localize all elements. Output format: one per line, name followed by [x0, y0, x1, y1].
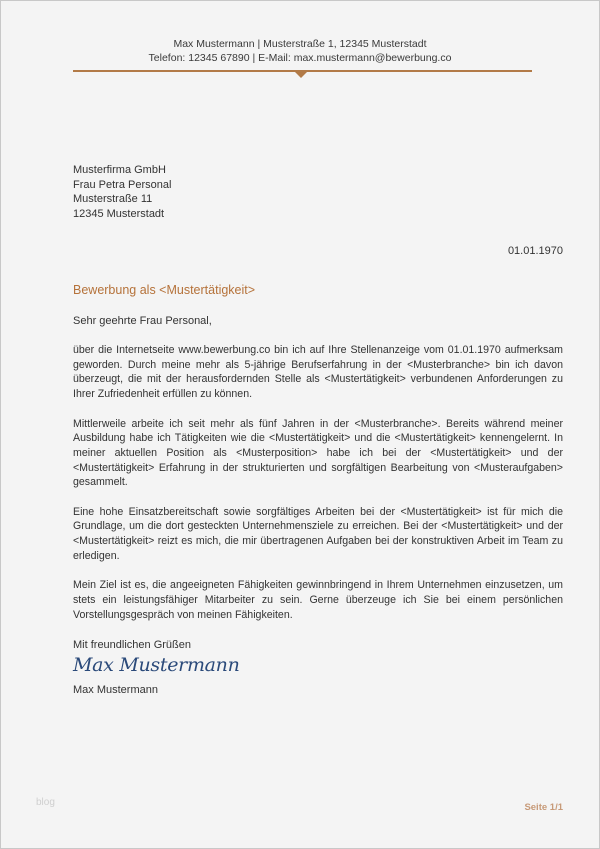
letter-body	[73, 343, 563, 637]
page-number: Seite 1/1	[524, 802, 563, 813]
body-paragraph: Mein Ziel ist es, die angeeigneten Fähigkeiten gewinnbringend in Ihrem Unternehmen einzusetzen, um stets ein leistungsfähiger Mitarbeiter zu sein. Gerne überzeuge ich Sie bei einem persönlichen Vorstellungsgespräch von meinen Fähigkeiten.	[73, 579, 563, 621]
printed-name: Max Mustermann	[73, 684, 158, 696]
watermark: blog	[36, 797, 55, 808]
handwritten-signature: Max Mustermann	[73, 654, 240, 676]
body-paragraph: Mittlerweile arbeite ich seit mehr als fünf Jahren in der <Musterbranche>. Bereits während meiner Ausbildung habe ich Tätigkeiten wie die <Mustertätigkeit> und die <Mustertätigkeit> kennengelernt. In meiner aktuellen Position als <Musterposition> habe ich bei der <Mustertätigkeit> und der <Mustertätigkeit> Erfahrung in der strukturierten und sorgfältigen Bearbeitung von <Musteraufgaben> gesammelt.	[73, 417, 563, 489]
recipient-address	[73, 163, 171, 221]
sender-header	[1, 37, 599, 65]
recipient-company: Musterfirma GmbH	[73, 164, 166, 176]
letter-date: 01.01.1970	[507, 245, 563, 257]
body-paragraph: Eine hohe Einsatzbereitschaft sowie sorgfältiges Arbeiten bei der <Mustertätigkeit> ist für mich die Grundlage, um die dort gesteckten Unternehmensziele zu erreichen. Bei der <Mustertätigkeit> und der <Mustertätigkeit> reizt es mich, die mir übertragenen Aufgaben bei der konstruktiven Arbeit im Team zu erledigen.	[73, 505, 563, 562]
body-paragraph: über die Internetseite www.bewerbung.co bin ich auf Ihre Stellenanzeige vom 01.01.1970 aufmerksam geworden. Durch meine mehr als 5-jährige Berufserfahrung in der <Musterbranche> bin ich davon überzeugt, die mit der herausfordernden Stelle als <Mustertätigkeit> verbundenen Anforderungen zu Ihrer Zufriedenheit erfüllen zu können.	[73, 344, 563, 401]
sender-name-address: Max Mustermann | Musterstraße 1, 12345 Musterstadt	[173, 38, 427, 50]
recipient-person: Frau Petra Personal	[73, 178, 172, 191]
recipient-city: 12345 Musterstadt	[73, 207, 165, 220]
recipient-street: Musterstraße 11	[73, 193, 153, 205]
header-triangle-icon	[295, 72, 307, 78]
salutation: Sehr geehrte Frau Personal,	[73, 315, 212, 327]
sender-contact: Telefon: 12345 67890 | E-Mail: max.mustermann@bewerbung.co	[148, 52, 452, 64]
letter-subject: Bewerbung als <Mustertätigkeit>	[73, 283, 256, 297]
closing-phrase: Mit freundlichen Grüßen	[73, 639, 191, 651]
